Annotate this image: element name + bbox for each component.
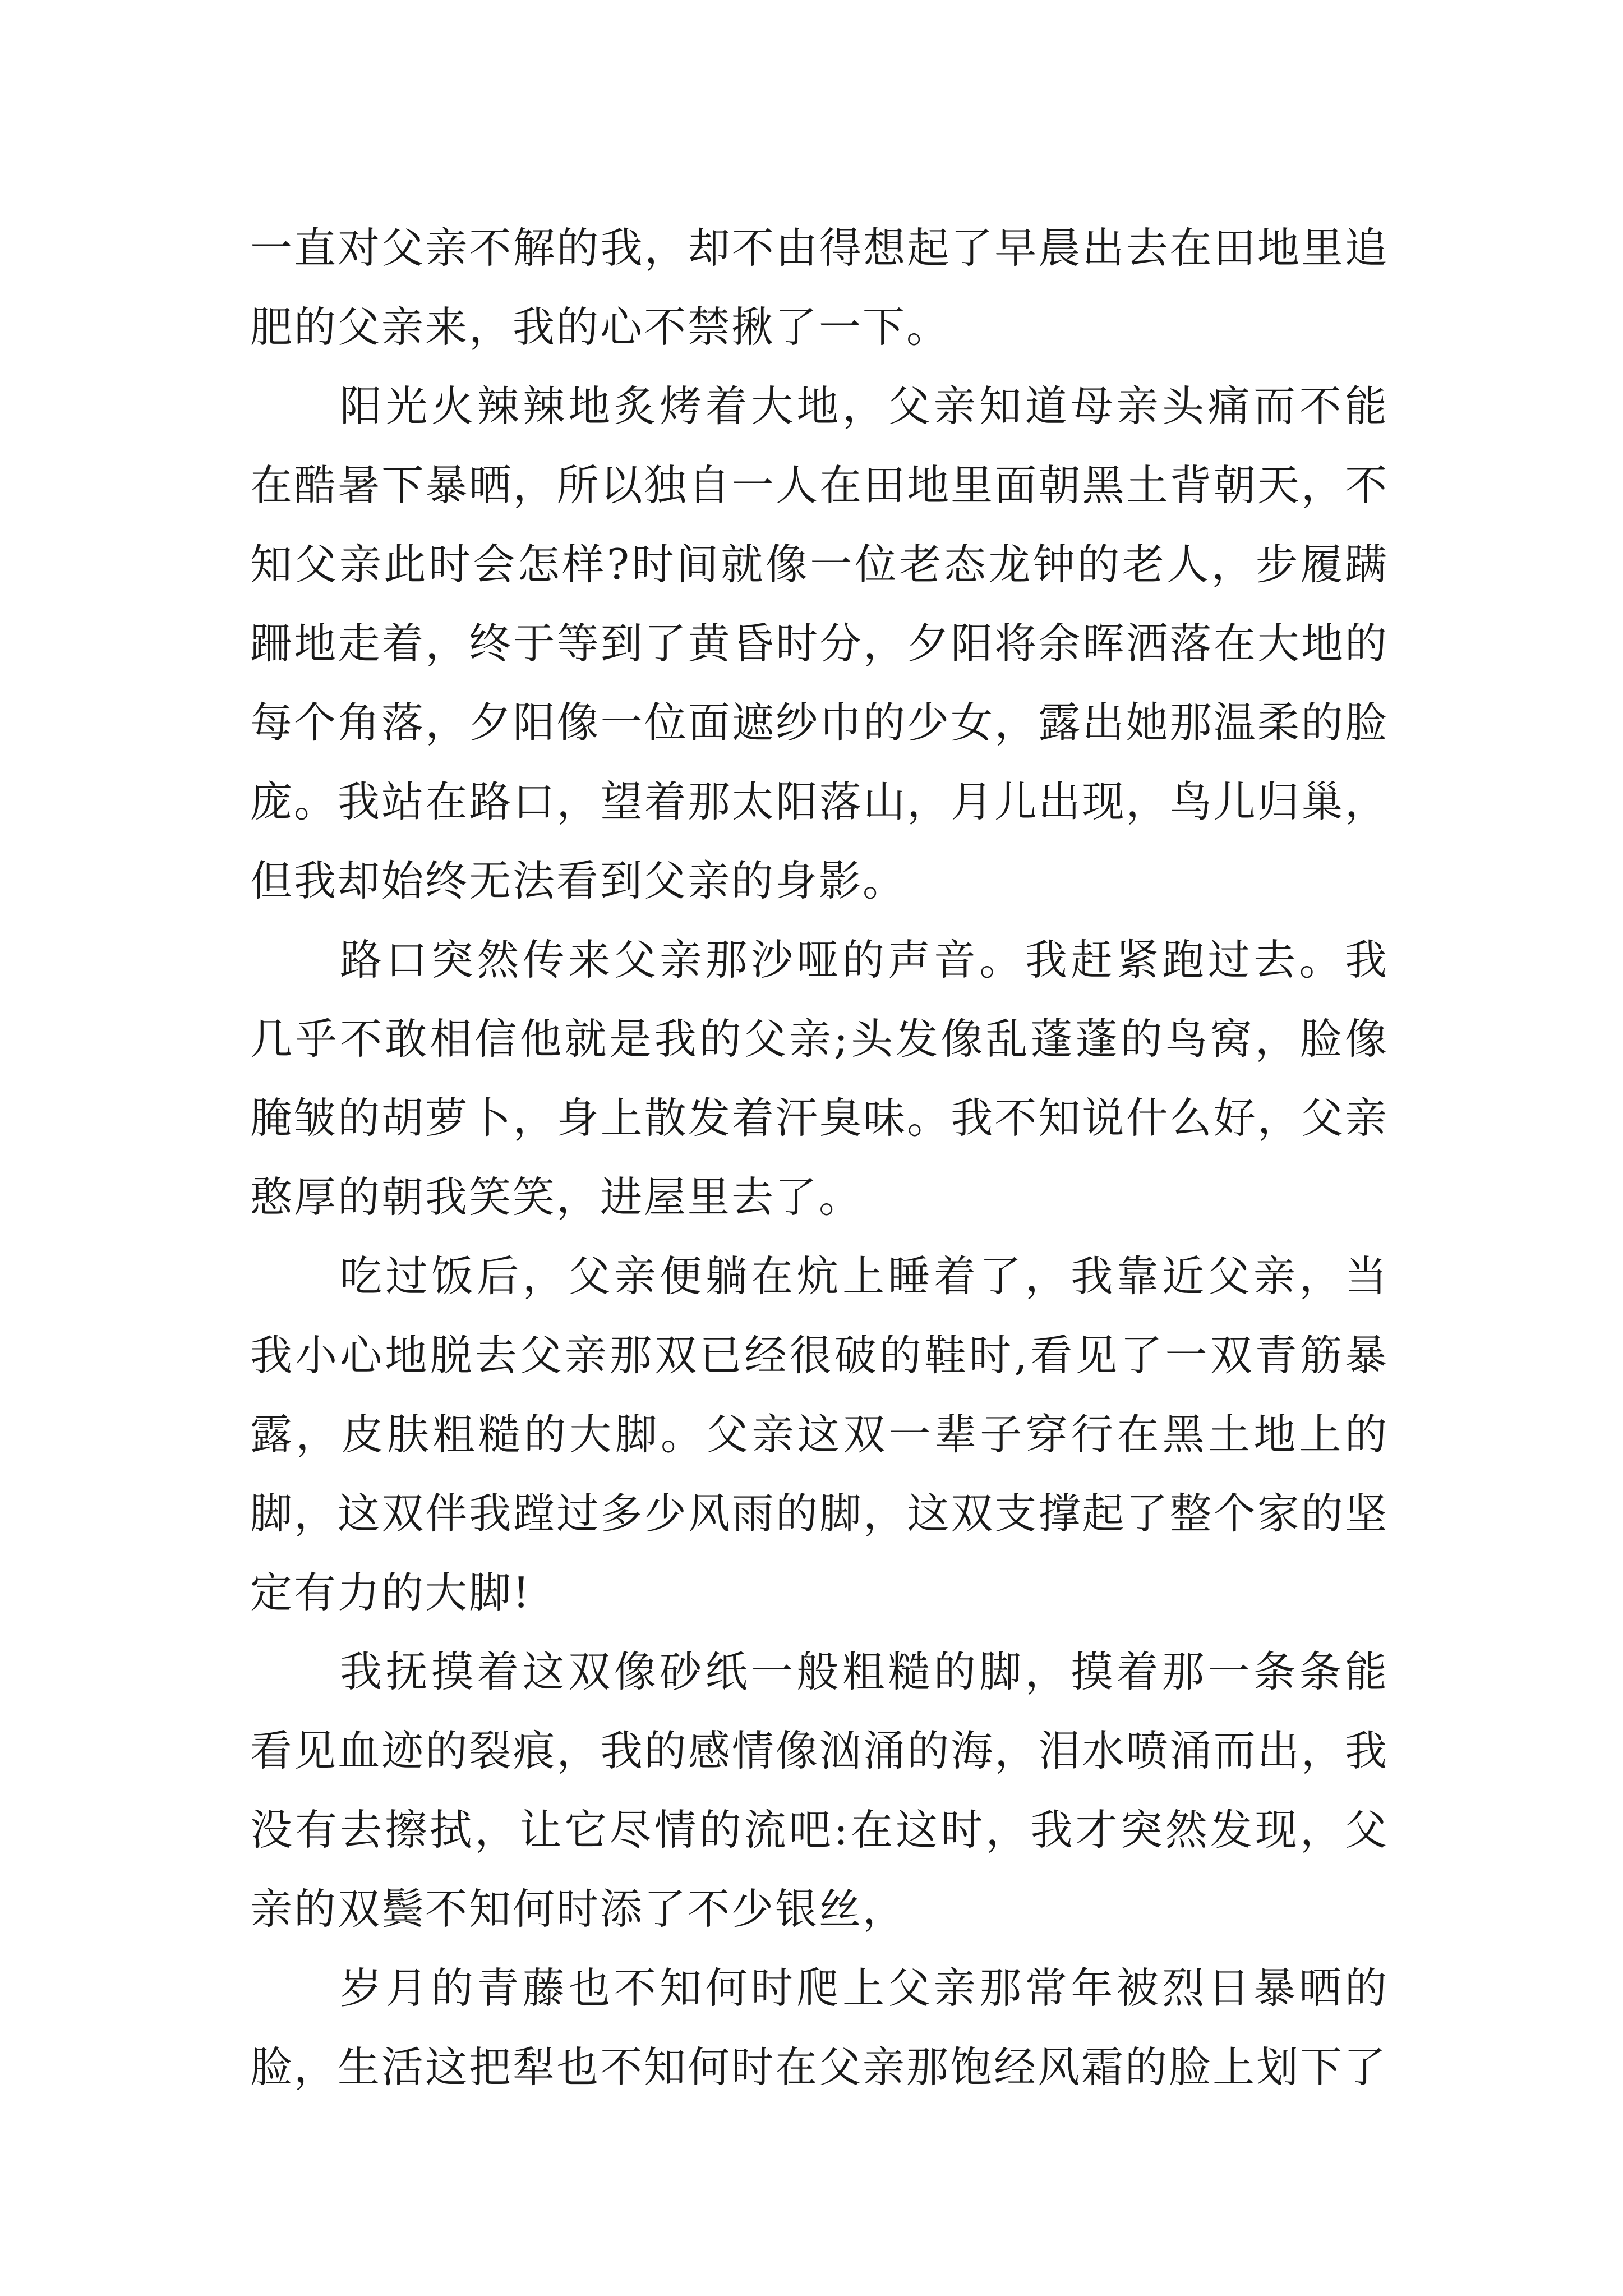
- paragraph-2: 阳光火辣辣地炙烤着大地，父亲知道母亲头痛而不能在酷暑下暴晒，所以独自一人在田地里面朝黑土背朝天，不知父亲此时会怎样?时间就像一位老态龙钟的老人，步履蹒跚地走着，终于等到了黄昏时分，夕阳将余晖洒落在大地的每个角落，夕阳像一位面遮纱巾的少女，露出她那温柔的脸庞。我站在路口，望着那太阳落山，月儿出现，鸟儿归巢，但我却始终无法看到父亲的身影。: [250, 381, 1389, 905]
- paragraph-3: 路口突然传来父亲那沙哑的声音。我赶紧跑过去。我几乎不敢相信他就是我的父亲;头发像乱蓬蓬的鸟窝，脸像腌皱的胡萝卜，身上散发着汗臭味。我不知说什么好，父亲憨厚的朝我笑笑，进屋里去了。: [250, 935, 1389, 1222]
- paragraph-5: 我抚摸着这双像砂纸一般粗糙的脚，摸着那一条条能看见血迹的裂痕，我的感情像汹涌的海，泪水喷涌而出，我没有去擦拭，让它尽情的流吧:在这时，我才突然发现，父亲的双鬓不知何时添了不少银丝，: [250, 1647, 1389, 1934]
- paragraph-1: 一直对父亲不解的我，却不由得想起了早晨出去在田地里追肥的父亲来，我的心不禁揪了一下。: [250, 223, 1389, 352]
- paragraph-4: 吃过饭后，父亲便躺在炕上睡着了，我靠近父亲，当我小心地脱去父亲那双已经很破的鞋时,看见了一双青筋暴露，皮肤粗糙的大脚。父亲这双一辈子穿行在黑土地上的脚，这双伴我蹚过多少风雨的脚，这双支撑起了整个家的坚定有力的大脚!: [250, 1251, 1389, 1617]
- document-body: [250, 209, 1389, 2107]
- paragraph-6: 岁月的青藤也不知何时爬上父亲那常年被烈日暴晒的脸，生活这把犁也不知何时在父亲那饱经风霜的脸上划下了: [250, 1963, 1389, 2092]
